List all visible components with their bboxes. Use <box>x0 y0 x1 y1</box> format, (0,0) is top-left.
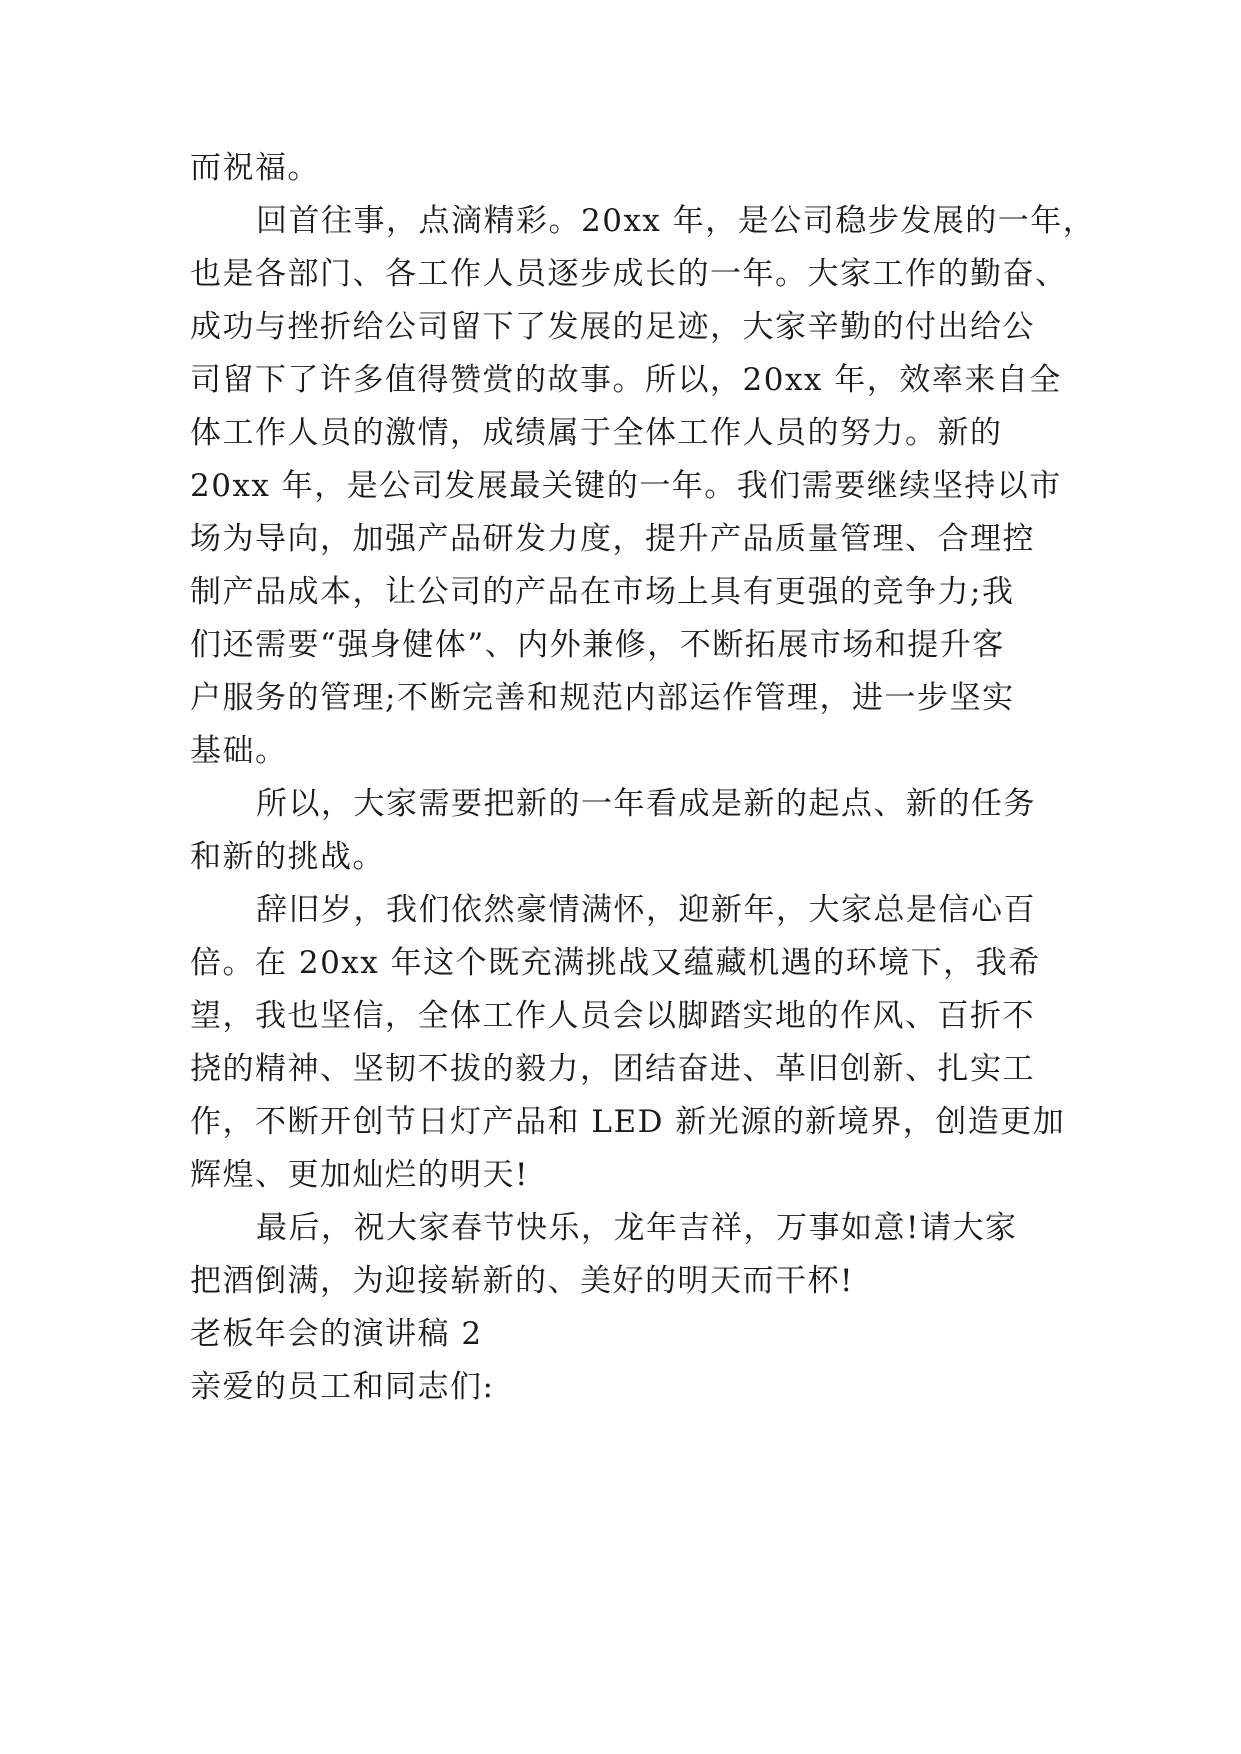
paragraph-line: 们还需要“强身健体”、内外兼修，不断拓展市场和提升客 <box>190 627 1005 663</box>
paragraph-line: 20xx 年，是公司发展最关键的一年。我们需要继续坚持以市 <box>190 468 1062 504</box>
paragraph-first-line: 辞旧岁，我们依然豪情满怀，迎新年，大家总是信心百 <box>256 892 1036 928</box>
paragraph-line: 制产品成本，让公司的产品在市场上具有更强的竞争力;我 <box>190 574 1015 610</box>
paragraph-line: 挠的精神、坚韧不拔的毅力，团结奋进、革旧创新、扎实工 <box>190 1051 1035 1087</box>
paragraph-line: 司留下了许多值得赞赏的故事。所以，20xx 年，效率来自全 <box>190 362 1062 398</box>
paragraph-first-line: 所以，大家需要把新的一年看成是新的起点、新的任务 <box>256 786 1036 822</box>
paragraph-line: 成功与挫折给公司留下了发展的足迹，大家辛勤的付出给公 <box>190 309 1035 345</box>
paragraph-line: 望，我也坚信，全体工作人员会以脚踏实地的作风、百折不 <box>190 998 1035 1034</box>
paragraph-line: 也是各部门、各工作人员逐步成长的一年。大家工作的勤奋、 <box>190 256 1068 292</box>
paragraph-line: 户服务的管理;不断完善和规范内部运作管理，进一步坚实 <box>190 680 1015 716</box>
paragraph-line: 把酒倒满，为迎接崭新的、美好的明天而干杯! <box>190 1263 854 1299</box>
paragraph-first-line: 回首往事，点滴精彩。20xx 年，是公司稳步发展的一年， <box>256 203 1096 239</box>
paragraph-line: 基础。 <box>190 733 288 769</box>
paragraph-line: 辉煌、更加灿烂的明天! <box>190 1157 529 1193</box>
paragraph-line: 场为导向，加强产品研发力度，提升产品质量管理、合理控 <box>190 521 1035 557</box>
paragraph-line: 作，不断开创节日灯产品和 LED 新光源的新境界，创造更加 <box>190 1104 1066 1140</box>
section-heading: 老板年会的演讲稿 2 <box>190 1316 483 1352</box>
paragraph-line: 体工作人员的激情，成绩属于全体工作人员的努力。新的 <box>190 415 1003 451</box>
paragraph-line: 而祝福。 <box>190 150 320 186</box>
salutation: 亲爱的员工和同志们: <box>190 1369 495 1405</box>
paragraph-line: 倍。在 20xx 年这个既充满挑战又蕴藏机遇的环境下，我希 <box>190 945 1041 981</box>
paragraph-line: 和新的挑战。 <box>190 839 385 875</box>
paragraph-first-line: 最后，祝大家春节快乐，龙年吉祥，万事如意!请大家 <box>256 1210 1018 1246</box>
